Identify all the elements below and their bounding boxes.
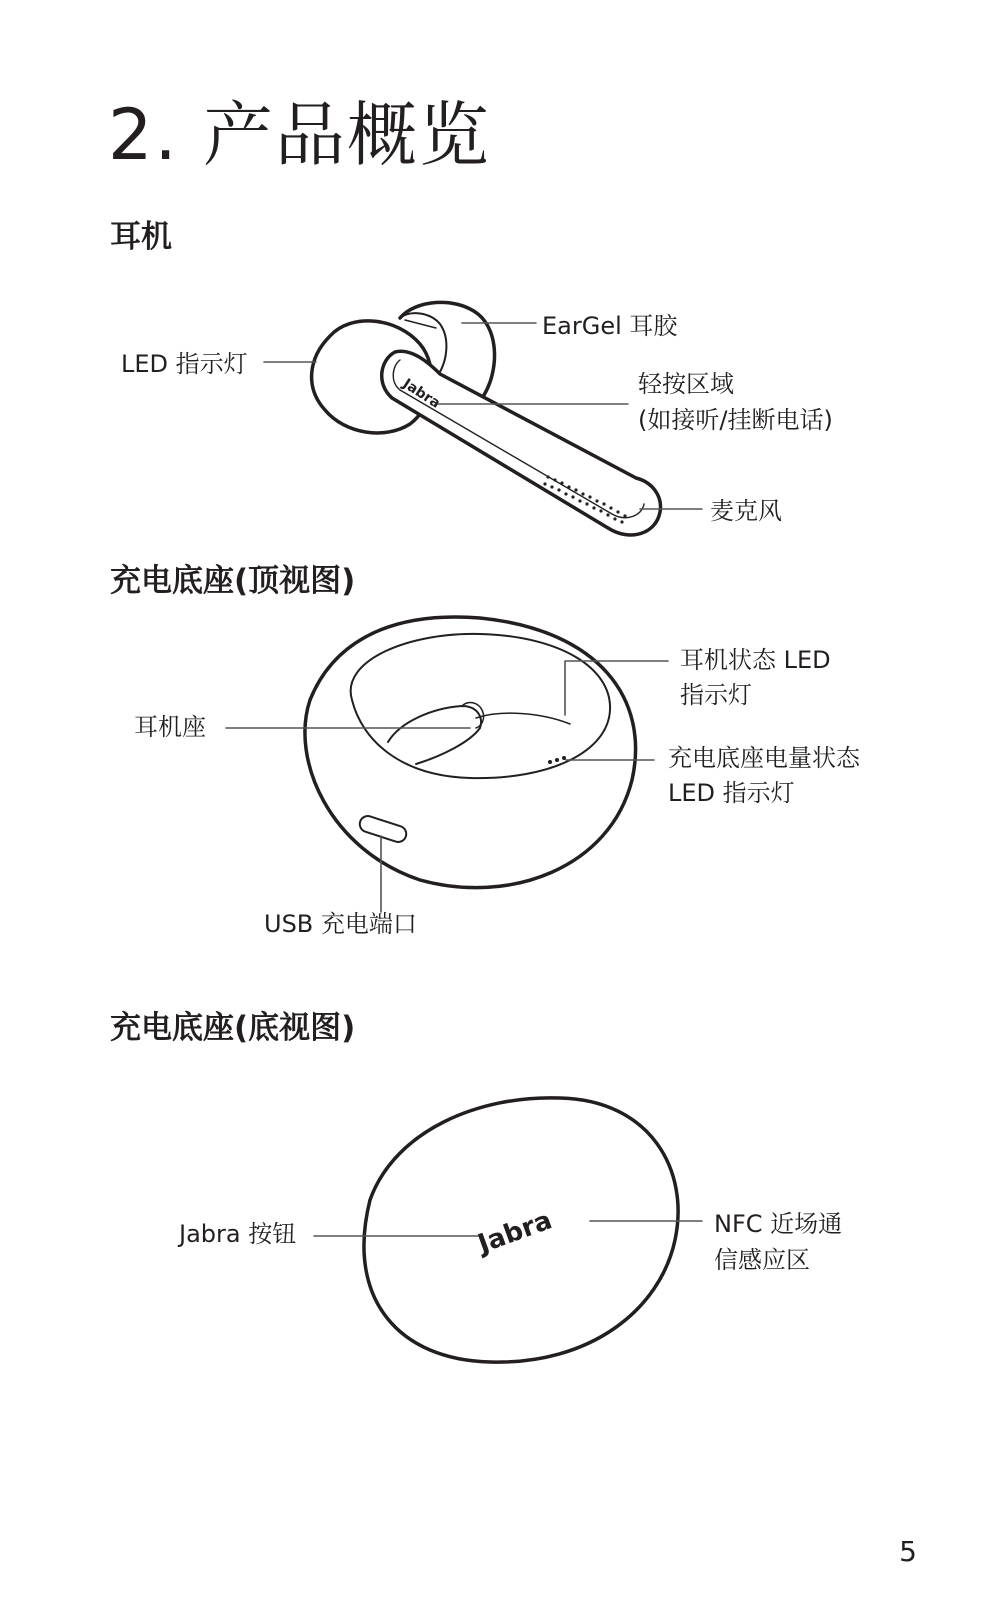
label-led-indicator: LED 指示灯 [121,350,248,378]
section-title-dock-bottom: 充电底座(底视图) [110,1010,356,1046]
label-dock-battery-led-2: LED 指示灯 [668,779,795,807]
label-earbud-status-led: 耳机状态 LED [680,646,831,674]
label-touch-area-note: (如接听/挂断电话) [638,406,833,434]
label-nfc-area: NFC 近场通 [714,1210,843,1238]
dock-top-illustration [305,617,636,888]
label-usb-port: USB 充电端口 [264,910,417,938]
page-title: 2. 产品概览 [108,94,492,176]
dock-brand-logo: Jabra [474,1205,557,1260]
section-title-earbud: 耳机 [110,219,172,255]
page-number: 5 [899,1535,917,1568]
earbud-brand-logo: Jabra [399,375,443,412]
label-nfc-area-2: 信感应区 [714,1246,810,1274]
label-touch-area: 轻按区域 [638,370,734,398]
dock-body-outline [305,617,636,888]
earbud-boom [382,351,661,535]
label-earbud-cradle: 耳机座 [134,713,206,741]
label-eargel: EarGel 耳胶 [542,312,678,340]
label-microphone: 麦克风 [710,497,782,525]
dock-bottom-illustration [364,1098,678,1362]
section-title-dock-top: 充电底座(顶视图) [110,563,356,599]
label-dock-battery-led: 充电底座电量状态 [668,744,860,772]
label-jabra-button: Jabra 按钮 [179,1220,297,1248]
label-earbud-status-led-2: 指示灯 [680,681,752,709]
